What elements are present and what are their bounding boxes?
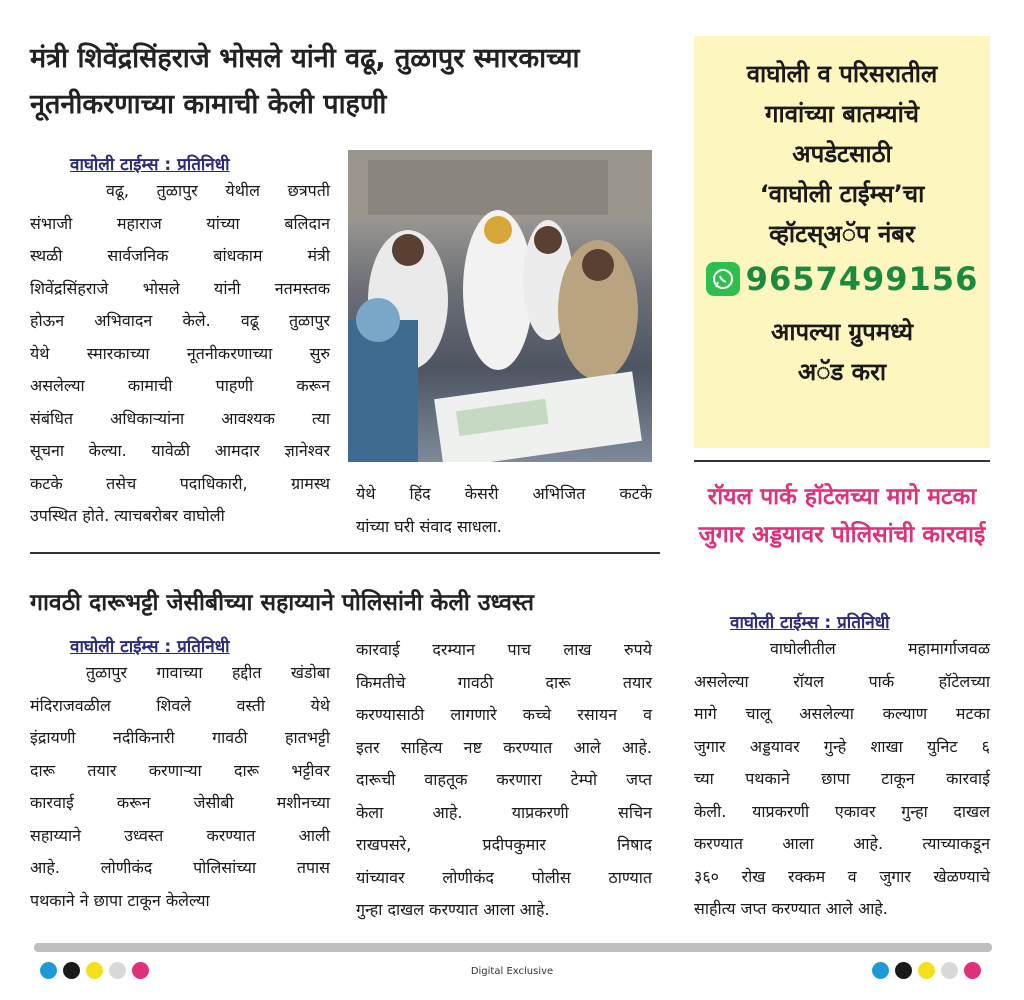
story1-byline: वाघोली टाईम्स : प्रतिनिधी [70,155,230,175]
promo-line: वाघोली व परिसरातील [746,60,938,88]
footer-label: Digital Exclusive [470,966,554,977]
promo-cta-line: अॅड करा [797,358,887,386]
section-divider [30,552,660,554]
body-line: असलेल्या रॉयल पार्क हॉटेलच्या [694,671,990,691]
body-line: यांच्या घरी संवाद साधला. [356,516,502,536]
body-line: करण्यात आला आहे. त्याच्याकडून [694,834,990,853]
body-line: दारू तयार करणाऱ्या दारू भट्टीवर [30,760,330,780]
promo-line: अपडेटसाठी [792,140,892,168]
promo-line: व्हॉटस्‌अॅप नंबर [769,220,915,248]
story1-column-1 [30,152,330,533]
body-line: पथकाने ने छापा टाकून केलेल्या [30,890,210,910]
story1-body-continued [356,478,652,543]
story3-body [694,633,990,926]
registration-dot [918,962,935,979]
body-line: च्या पथकाने छापा टाकून कारवाई [694,769,990,788]
story3-column [694,610,990,926]
body-line: केला आहे. याप्रकरणी सचिन [356,802,652,822]
body-line: सहाय्याने उध्वस्त करण्यात आली [30,825,330,845]
body-line: आहे. लोणीकंद पोलिसांच्या तपास [30,858,330,877]
body-line: करण्यासाठी लागणारे कच्चे रसायन व [356,705,652,724]
body-line: यांच्यावर लोणीकंद पोलीस ठाण्यात [356,867,652,887]
registration-dot [964,962,981,979]
body-line: किमतीचे गावठी दारू तयार [356,672,652,692]
body-line: संबंधित अधिकाऱ्यांना आवश्यक त्या [30,408,330,428]
story3-headline: रॉयल पार्क हॉटेलच्या मागे मटका जुगार अड्डयावर पोलिसांची कारवाई [698,484,986,548]
body-line: गुन्हा दाखल करण्यात आला आहे. [356,900,550,919]
body-line: वाघोलीतील महामार्गाजवळ [770,639,990,658]
promo-text [694,36,990,254]
body-line: दारूची वाहतूक करणारा टेम्पो जप्त [356,770,652,789]
story2-column-2 [356,634,652,927]
body-line: तुळापुर गावाच्या हद्दीत खंडोबा [86,663,330,682]
body-line: केली. याप्रकरणी एकावर गुन्हा दाखल [694,801,990,821]
body-line: सूचना केल्या. यावेळी आमदार ज्ञानेश्वर [30,441,330,460]
body-line: शिवेंद्रसिंहराजे भोसले यांनी नतमस्तक [30,278,330,298]
footer-bar [34,943,992,952]
story1-headline: मंत्री शिवेंद्रसिंहराजे भोसले यांनी वढू, तुळापुर स्मारकाच्या नूतनीकरणाच्या कामाची केली पाहणी [30,43,580,120]
body-line: संभाजी महाराज यांच्या बलिदान [30,213,330,233]
whatsapp-icon [706,262,740,296]
story1-body [30,175,330,533]
sidebar-divider [694,460,990,462]
body-line: स्थळी सार्वजनिक बांधकाम मंत्री [30,246,330,265]
body-line: वढू, तुळापुर येथील छत्रपती [106,181,330,200]
story1-column-2 [356,478,652,543]
body-line: जुगार अड्डयावर गुन्हे शाखा युनिट ६ [694,736,990,756]
whatsapp-promo-box [694,36,990,448]
promo-cta-line: आपल्या ग्रुपमध्ये [770,318,914,346]
story3-byline: वाघोली टाईम्स : प्रतिनिधी [730,613,890,633]
story2-column-1 [30,634,330,917]
body-line: मंदिराजवळील शिवले वस्ती येथे [30,695,330,715]
story2-body [30,657,330,917]
story2-body-continued [356,634,652,927]
body-line: येथे हिंद केसरी अभिजित कटके [356,484,652,503]
promo-line: गावांच्या बातम्यांचे [764,100,920,128]
story1-photo [348,150,652,462]
registration-dot [941,962,958,979]
promo-line: ‘वाघोली टाईम्स’चा [759,180,925,208]
body-line: साहीत्य जप्त करण्यात आले आहे. [694,899,888,918]
registration-marks-right [872,962,981,979]
body-line: इतर साहित्य नष्ट करण्यात आले आहे. [356,737,652,757]
story2-byline: वाघोली टाईम्स : प्रतिनिधी [70,637,230,657]
body-line: असलेल्या कामाची पाहणी करून [30,376,330,395]
body-line: येथे स्मारकाच्या नूतनीकरणाच्या सुरु [30,343,330,363]
promo-phone-row [694,260,990,298]
promo-phone-number: 9657499156 [745,260,979,298]
body-line: होऊन अभिवादन केले. वढू तुळापुर [30,311,330,330]
body-line: कारवाई करून जेसीबी मशीनच्या [30,793,330,812]
body-line: मागे चालू असलेल्या कल्याण मटका [694,704,990,723]
body-line: ३६० रोख रक्कम व जुगार खेळण्याचे [694,866,990,886]
body-line: कटके तसेच पदाधिकारी, ग्रामस्थ [30,473,330,493]
body-line: उपस्थित होते. त्याचबरोबर वाघोली [30,506,225,525]
registration-dot [895,962,912,979]
registration-dot [872,962,889,979]
promo-cta [694,312,990,392]
body-line: इंद्रायणी नदीकिनारी गावठी हातभट्टी [30,728,330,747]
story2-headline: गावठी दारूभट्टी जेसीबीच्या सहाय्याने पोलिसांनी केली उध्वस्त [30,590,534,616]
body-line: राखपसरे, प्रदीपकुमार निषाद [356,835,652,854]
body-line: कारवाई दरम्यान पाच लाख रुपये [356,640,652,659]
